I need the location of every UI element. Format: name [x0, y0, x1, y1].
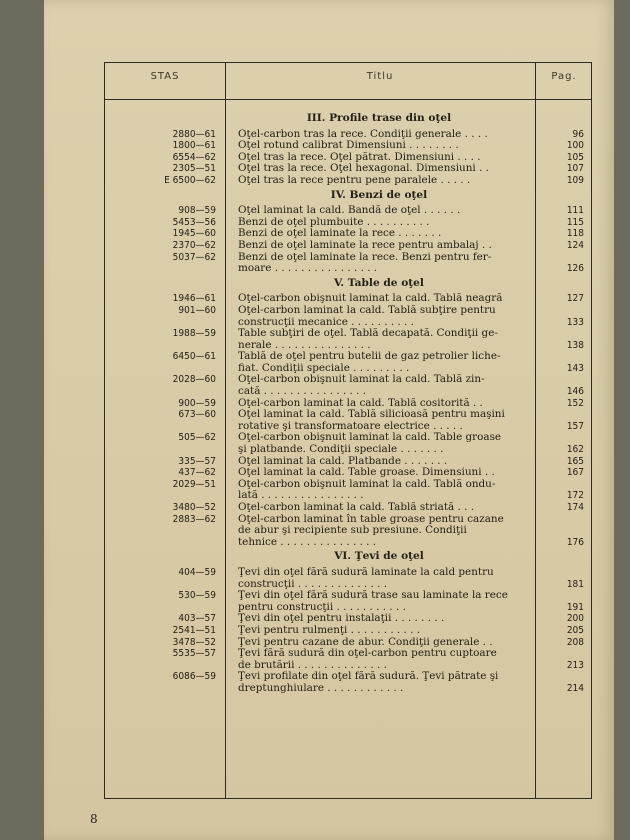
contents-row	[104, 432, 592, 455]
contents-row	[104, 305, 592, 328]
page-ref: 174	[566, 502, 584, 513]
entry-title: Oţel-carbon tras la rece. Condiţii generale . . . .	[238, 127, 488, 140]
entry-title: Oţel-carbon obişnuit laminat la cald. Tablă neagră	[238, 292, 503, 305]
header-stas: STAS	[150, 71, 180, 82]
page-ref: 127	[566, 293, 584, 305]
stas-number: 335—57	[178, 455, 216, 467]
entry-title: Oţel tras la rece. Oţel hexagonal. Dimensiuni . .	[238, 162, 489, 175]
contents-body	[104, 113, 592, 695]
page-ref: 208	[566, 636, 584, 648]
stas-number: 1988—59	[172, 328, 216, 340]
stas-number: 1945—60	[172, 228, 216, 240]
entry-title: Oţel-carbon obişnuit laminat la cald. Tablă zin- cată . . . . . . . . . . . . . . . .	[238, 373, 485, 398]
contents-row	[104, 502, 592, 514]
entry-title: Oţel tras la rece. Oţel pătrat. Dimensiuni . . . .	[238, 150, 481, 163]
contents-row	[104, 514, 592, 549]
stas-number: 2029—51	[172, 478, 216, 490]
entry-title: Benzi de oţel laminate la rece . . . . . . .	[238, 227, 442, 240]
page-ref: 157	[566, 420, 584, 432]
page-ref: 105	[566, 151, 584, 163]
contents-row	[104, 648, 592, 671]
header-divider	[105, 99, 591, 100]
entry-title: Ţevi din oţel fără sudură laminate la cald pentru construcţii . . . . . . . . . . . . . .	[238, 565, 494, 590]
entry-title: Ţevi fără sudură din oţel-carbon pentru cuptoare de brutării . . . . . . . . . . . . . .	[238, 647, 497, 671]
page-ref: 176	[566, 536, 584, 548]
page-ref: 172	[566, 490, 584, 502]
stas-number: 2370—62	[172, 239, 216, 251]
stas-number: 901—60	[178, 304, 216, 316]
entry-title: Oţel-carbon laminat la cald. Tablă striată . . .	[238, 501, 475, 513]
entry-title: Benzi de oţel laminate la rece. Benzi pentru fer- moare . . . . . . . . . . . . . . . .	[238, 250, 492, 275]
stas-number: 505—62	[178, 432, 216, 444]
stas-number: 6086—59	[172, 671, 216, 683]
page-ref: 152	[566, 397, 584, 409]
stas-number: E 6500—62	[164, 174, 216, 186]
entry-title: Ţevi pentru rulmenţi . . . . . . . . . . .	[238, 623, 421, 636]
stas-number: 404—59	[178, 566, 216, 578]
page-number: 8	[90, 812, 98, 826]
entry-title: Oţel-carbon laminat la cald. Tablă subţire pentru construcţii mecanice . . . . . . . . . .	[238, 303, 496, 328]
entry-title: Oţel-carbon laminat în table groase pentru cazane de abur şi recipiente sub presiune. Condiţii tehnice . . . . . . . . . . . . . . .	[238, 512, 504, 548]
page-ref: 191	[566, 601, 584, 613]
entry-title: Oţel tras la rece pentru pene paralele . . . . .	[238, 173, 471, 186]
page-ref: 96	[572, 128, 584, 140]
contents-row	[104, 374, 592, 397]
contents-row	[104, 671, 592, 694]
section-heading: III. Profile trase din oţel	[306, 112, 452, 124]
entry-title: Oţel laminat la cald. Tablă silicioasă pentru maşini rotative şi transformatoare electrice . . . . .	[238, 408, 505, 432]
entry-title: Oţel laminat la cald. Platbande . . . . . . .	[238, 454, 448, 467]
entry-title: Table subţiri de oţel. Tablă decapată. Condiţii ge- nerale . . . . . . . . . . . . . . .	[238, 327, 498, 351]
stas-number: 2880—61	[172, 128, 216, 140]
page-ref: 115	[566, 216, 584, 228]
page-ref: 214	[566, 682, 584, 694]
stas-number: 900—59	[178, 397, 216, 409]
contents-row	[104, 328, 592, 351]
entry-title: Oţel rotund calibrat Dimensiuni . . . . . . . .	[238, 139, 459, 152]
page-ref: 143	[566, 362, 584, 374]
header-title: Titlu	[366, 71, 394, 82]
book-page	[44, 0, 614, 840]
page-ref: 109	[566, 174, 584, 186]
page-ref: 133	[566, 316, 584, 328]
contents-row	[104, 625, 592, 637]
contents-row	[104, 175, 592, 187]
header-pag: Pag.	[551, 71, 577, 82]
stas-number: 2028—60	[172, 374, 216, 386]
stas-number: 5453—56	[172, 216, 216, 228]
page-ref: 200	[566, 613, 584, 625]
page-ref: 167	[566, 467, 584, 479]
stas-number: 437—62	[178, 467, 216, 479]
entry-title: Ţevi din oţel fără sudură trase sau laminate la rece pentru construcţii . . . . . . . . . . .	[238, 589, 508, 613]
contents-row	[104, 205, 592, 217]
page-ref: 213	[566, 659, 584, 671]
contents-row	[104, 252, 592, 275]
contents-row	[104, 567, 592, 590]
contents-row	[104, 409, 592, 432]
stas-number: 908—59	[178, 205, 216, 217]
entry-title: Oţel laminat la cald. Table groase. Dimensiuni . .	[238, 466, 495, 479]
stas-number: 3480—52	[172, 502, 216, 513]
page-ref: 118	[566, 228, 584, 240]
entry-title: Oţel laminat la cald. Bandă de oţel . . . . . .	[238, 204, 461, 217]
entry-title: Oţel-carbon obişnuit laminat la cald. Tablă ondu- lată . . . . . . . . . . . . . . . .	[238, 477, 496, 502]
entry-title: Benzi de oţel laminate la rece pentru ambalaj . .	[238, 238, 492, 251]
stas-number: 673—60	[178, 409, 216, 421]
page-ref: 100	[566, 140, 584, 152]
page-ref: 146	[566, 386, 584, 398]
stas-number: 5037—62	[172, 251, 216, 263]
stas-number: 2541—51	[172, 624, 216, 636]
stas-number: 530—59	[178, 590, 216, 602]
page-ref: 107	[566, 163, 584, 175]
stas-number: 1800—61	[172, 140, 216, 152]
contents-row	[104, 351, 592, 374]
entry-title: Ţevi din oţel pentru instalaţii . . . . . . . .	[238, 612, 445, 625]
entry-title: Ţevi profilate din oţel fără sudură. Ţevi pătrate şi dreptunghiulare . . . . . . . . . . . .	[238, 670, 499, 694]
stas-number: 403—57	[178, 613, 216, 625]
entry-title: Oţel-carbon obişnuit laminat la cald. Table groase şi platbande. Condiţii speciale . . . . . . .	[238, 431, 502, 456]
contents-row	[104, 590, 592, 613]
page-ref: 124	[566, 239, 584, 251]
entry-title: Benzi de oţel plumbuite . . . . . . . . . .	[238, 215, 430, 228]
stas-number: 3478—52	[172, 636, 216, 648]
section-heading: VI. Ţevi de oţel	[334, 550, 424, 563]
page-ref: 162	[566, 444, 584, 456]
entry-title: Ţevi pentru cazane de abur. Condiţii generale . .	[238, 635, 493, 648]
contents-row	[104, 479, 592, 502]
stas-number: 2883—62	[172, 513, 216, 525]
page-ref: 126	[566, 263, 584, 275]
stas-number: 6450—61	[172, 351, 216, 363]
stas-number: 6554—62	[172, 151, 216, 163]
contents-row	[104, 240, 592, 252]
stas-number: 2305—51	[172, 163, 216, 175]
entry-title: Tablă de oţel pentru butelii de gaz petrolier liche- fiat. Condiţii speciale . . . . . . . . .	[238, 350, 501, 374]
entry-title: Oţel-carbon laminat la cald. Tablă cositorită . .	[238, 396, 483, 409]
section-heading: V. Table de oţel	[334, 276, 424, 289]
page-ref: 205	[566, 624, 584, 636]
stas-number: 5535—57	[172, 648, 216, 660]
section-heading: IV. Benzi de oţel	[330, 188, 428, 201]
page-ref: 111	[566, 205, 584, 217]
page-ref: 181	[566, 578, 584, 590]
stas-number: 1946—61	[172, 293, 216, 305]
page-ref: 165	[566, 455, 584, 467]
page-ref: 138	[566, 339, 584, 351]
